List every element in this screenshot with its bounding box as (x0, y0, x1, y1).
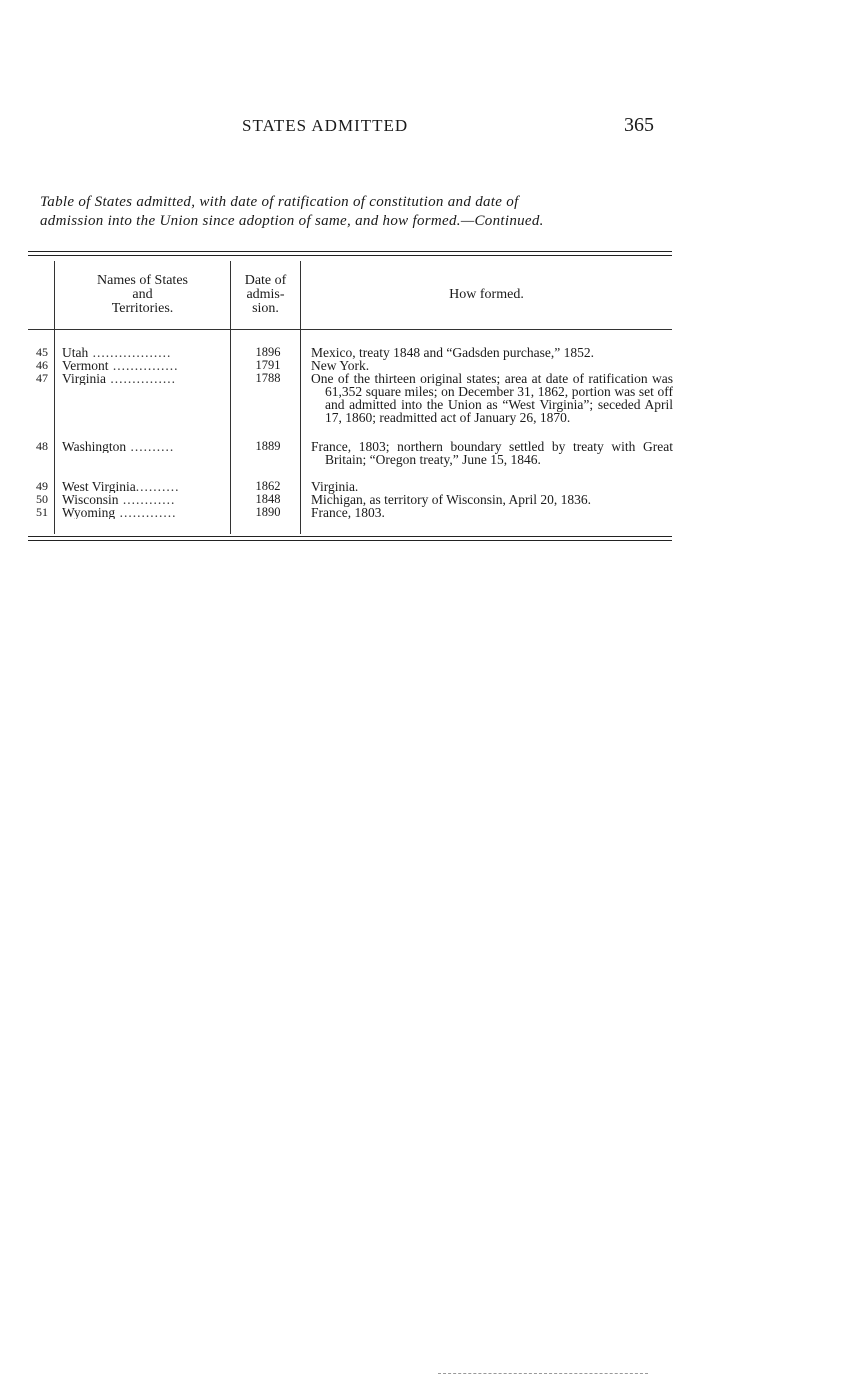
admission-year: 1788 (255, 371, 281, 385)
header-date-line-1: Date of (244, 273, 287, 288)
header-names (55, 274, 230, 316)
header-date (231, 274, 300, 316)
table-caption (40, 193, 680, 231)
header-rule (28, 329, 672, 330)
header-date-line-2: admis- (246, 287, 285, 302)
how-formed: France, 1803. (311, 505, 385, 520)
header-names-line-1: Names of States (97, 273, 188, 288)
footer-rule (438, 1373, 648, 1374)
state-name: Wisconsin ............ (62, 493, 176, 506)
how-formed: Mexico, treaty 1848 and “Gadsden purchase,” 1852. (311, 345, 595, 360)
admission-year: 1862 (255, 479, 281, 493)
row-number: 45 (36, 345, 48, 359)
state-name: Virginia ............... (62, 372, 176, 385)
admission-year: 1889 (255, 439, 281, 453)
how-formed: Michigan, as territory of Wisconsin, April 20, 1836. (311, 492, 592, 507)
state-name: Wyoming ............. (62, 506, 177, 519)
how-formed: New York. (311, 358, 370, 373)
header-names-line-3: Territories. (111, 301, 174, 316)
row-number: 50 (36, 492, 48, 506)
caption-line-1: Table of States admitted, with date of ratification of constitution and date of (40, 194, 519, 210)
page-number: 365 (624, 114, 654, 136)
how-formed: One of the thirteen original states; area at date of ratification was 61,352 square miles; on December 31, 1862, portion was set off and admitted into the Union as “West Virginia”; seceded April 17, 1860; readmitted act of January 26, 1870. (311, 371, 673, 425)
header-names-line-2: and (132, 287, 153, 302)
admission-year: 1890 (255, 505, 281, 519)
state-name: Utah .................. (62, 346, 172, 359)
table-bottom-rule (28, 536, 672, 541)
state-name: Vermont ............... (62, 359, 179, 372)
state-name: Washington .......... (62, 440, 175, 453)
admission-year: 1791 (255, 358, 281, 372)
row-number: 46 (36, 358, 48, 372)
how-formed: France, 1803; northern boundary settled by treaty with Great Britain; “Oregon treaty,” June 15, 1846. (311, 439, 673, 467)
admission-year: 1848 (255, 492, 281, 506)
table-top-rule (28, 251, 672, 256)
row-number: 48 (36, 439, 48, 453)
header-date-line-3: sion. (252, 301, 279, 316)
row-number: 51 (36, 505, 48, 519)
how-formed: Virginia. (311, 479, 359, 494)
running-head (0, 116, 859, 140)
caption-line-2: admission into the Union since adoption of same, and how formed.—Continued. (40, 213, 544, 229)
state-name: West Virginia.......... (62, 480, 180, 493)
states-table (28, 251, 672, 547)
admission-year: 1896 (255, 345, 281, 359)
row-number: 49 (36, 479, 48, 493)
row-number: 47 (36, 371, 48, 385)
header-how (301, 288, 672, 302)
running-title: STATES ADMITTED (242, 116, 409, 135)
header-how-label: How formed. (449, 287, 524, 302)
